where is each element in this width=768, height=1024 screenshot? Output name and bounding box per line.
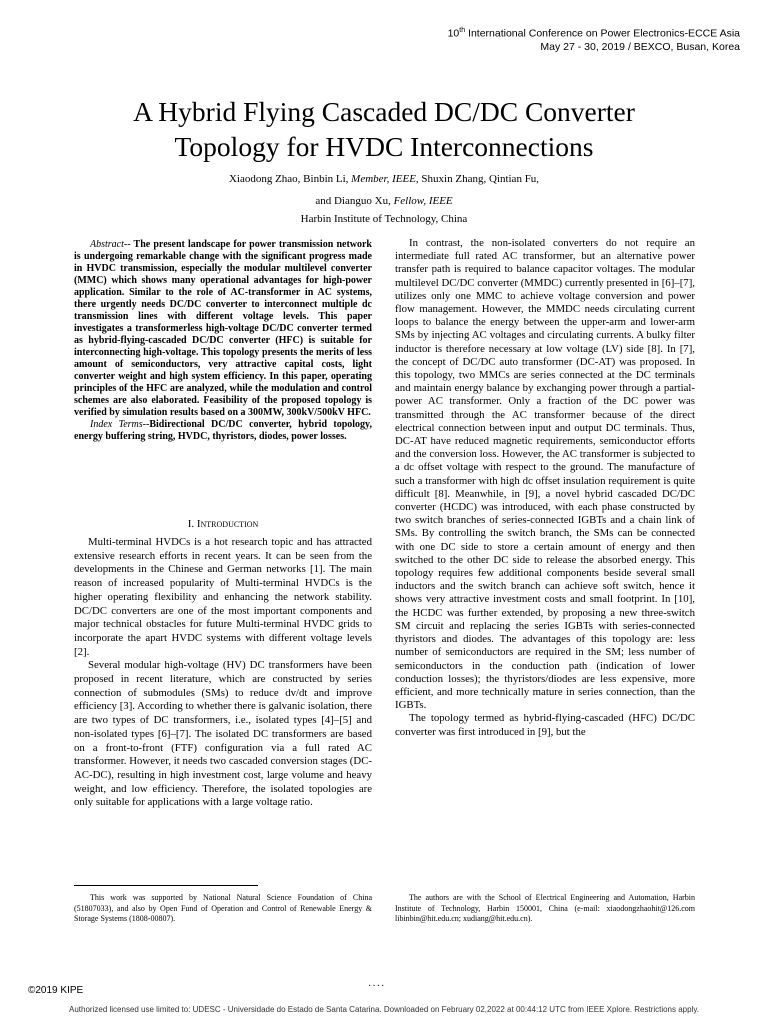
conference-line-2: May 27 - 30, 2019 / BEXCO, Busan, Korea [540, 40, 740, 53]
abstract-text: The present landscape for power transmission network is undergoing remarkable change with the significant progress made in HVDC transmission, especially the modular multilevel converter (MMC) which shows many operational advantages for high-power application. Similar to the role of AC-transformer in AC systems, there urgently needs DC/DC converter to interconnect multiple dc transmission lines with different voltage levels. This paper investigates a transformerless high-voltage DC/DC converter termed as hybrid-flying-cascaded DC/DC converter (HFC) is suitable for interconnecting high-voltage. This topology presents the merits of less amount of semiconductors, very attractive capital costs, light converter weight and high system efficiency. In this paper, operating principles of the HFC are analyzed, while the modulation and control schemes are also elaborated. Feasibility of the proposed topology is verified by simulation results based on a 300MW, 300kV/500kV HFC. [74, 239, 372, 418]
intro-paragraph-1: Multi-terminal HVDCs is a hot research topic and has attracted extensive research efforts in recent years. It can be seen from the developments in the Chinese and German networks [1]. The main reason of increased popularity of Multi-terminal HVDCs is the higher operating flexibility and enhancing the network stability. DC/DC converters are one of the most important components and major technical obstacles for future Multi-terminal HVDC grids to incorporate the apart HVDC systems with different voltage levels [2]. [74, 536, 372, 658]
section-heading-introduction: I. Introduction [187, 518, 259, 530]
title-line-1: A Hybrid Flying Cascaded DC/DC Converter [133, 96, 635, 127]
footnote-authors [395, 893, 695, 925]
copyright: ©2019 KIPE [28, 985, 84, 996]
author-names-3: and Dianguo Xu, [315, 195, 394, 207]
page-number-mark: ···· [368, 981, 386, 992]
conference-number: 10 [447, 27, 460, 40]
author-role-1: Member, IEEE [351, 173, 416, 185]
license-notice: Authorized licensed use limited to: UDESC - Universidade do Estado de Santa Catarina. Downloaded on February 02,2022 at 00:44:12 UTC from IEEE Xplore. Restrictions apply. [69, 1005, 699, 1014]
conference-header [340, 24, 740, 54]
author-block [40, 168, 728, 226]
right-paragraph-2: The topology termed as hybrid-flying-cascaded (HFC) DC/DC converter was first introduced in [9], but the [395, 712, 695, 738]
conference-line-1 [340, 24, 740, 41]
author-names-2: , Shuxin Zhang, Qintian Fu, [415, 173, 540, 185]
footnote-divider [74, 885, 258, 886]
author-line-2 [40, 190, 728, 212]
footnote-funding-text: This work was supported by National Natural Science Foundation of China (51807033), and also by Open Fund of Operation and Control of Renewable Energy & Storage Systems (1808-00807). [74, 893, 372, 923]
conference-ordinal: th [459, 27, 466, 34]
abstract [74, 239, 372, 443]
author-role-2: Fellow, IEEE [393, 195, 453, 207]
footnote-funding [74, 893, 372, 925]
conference-name: International Conference on Power Electronics-ECCE Asia [465, 27, 740, 40]
affiliation: Harbin Institute of Technology, China [300, 213, 468, 225]
index-terms-label: Index Terms-- [90, 419, 150, 430]
index-terms [74, 419, 372, 443]
introduction-body [74, 536, 372, 810]
author-line-1 [40, 168, 728, 190]
paper-title [40, 94, 728, 164]
right-column-body [395, 237, 695, 739]
abstract-label: Abstract-- [90, 239, 131, 250]
index-terms-text: Bidirectional DC/DC converter, hybrid topology, energy buffering string, HVDC, thyristors, diodes, power losses. [74, 419, 372, 442]
author-names-1: Xiaodong Zhao, Binbin Li, [228, 173, 352, 185]
right-paragraph-1: In contrast, the non-isolated converters do not require an intermediate full rated AC transformer, but an alternative power transfer path is required to balance capacitor voltages. The modular multilevel DC/DC converter (MMDC) currently presented in [6]–[7], utilizes only one MMC to achieve voltage conversion and power flow management. However, the MMDC needs circulating current loops to balance the energy between the upper-arm and lower-arm SMs by injecting AC voltages and circulating currents. A bulky filter inductor is therefore necessary at low voltage (LV) side [8]. In [7], the concept of DC/DC auto transformer (DC-AT) was proposed. In this topology, two MMCs are series connected at the DC terminals and maintain energy balance by exchanging power through a partial-power AC transformer. Only a fraction of the DC power was transmitted through the AC transformer because of the direct electrical connection between input and output DC terminals. Thus, DC-AT have reduced magnetic requirements, semiconductor efforts and the conversion loss. However, the AC transformer is subjected to a dc offset voltage with respect to the ground. The manufacture of such a transformer with high dc offset insulation requirement is quite difficult [8]. Meanwhile, in [9], a novel hybrid cascaded DC/DC converter (HCDC) was introduced, with each phase constructed by two switch branches of series-connected IGBTs and a chain link of SMs. By controlling the switch branch, the SMs can be connected with one DC side to store a certain amount of energy and then switched to the other DC side to release the absorbed energy. This topology requires few additional components beside several small inductors and the switch branch can achieve soft switch, hence it shows very attractive investment costs and small footprint. In [10], the HCDC was further extended, by proposing a new three-switch SM circuit and replacing the series IGBTs with series-connected thyristors and diodes. The advantages of this topology are: less number of semiconductors are required in the SM; less number of semiconductors in the conduction path (indication of lower conduction losses); the thyristors/diodes are less expensive, more efficient, and more technically mature in series connection, than the IGBTs. [395, 237, 695, 712]
abstract-paragraph [74, 239, 372, 419]
intro-paragraph-2: Several modular high-voltage (HV) DC transformers have been proposed in recent literature, which are constructed by series connection of submodules (SMs) to reduce dv/dt and improve efficiency [3]. According to whether there is galvanic isolation, there are two types of DC transformers, i.e., isolated types [4]–[5] and non-isolated types [6]–[7]. The isolated DC transformers are based on a front-to-front (FTF) configuration via a full rated AC transformer. However, it needs two cascaded conversion stages (DC-AC-DC), resulting in high investment cost, large volume and heavy weight, and low efficiency. Therefore, the isolated topologies are only suitable for applications with a large voltage ratio. [74, 659, 372, 809]
footnote-authors-text: The authors are with the School of Electrical Engineering and Automation, Harbin Institute of Technology, Harbin 150001, China (e-mail: xiaodongzhaohit@126.com libinbin@hit.edu.cn; xudiang@hit.edu.cn). [395, 893, 695, 923]
title-line-2: Topology for HVDC Interconnections [174, 131, 594, 162]
